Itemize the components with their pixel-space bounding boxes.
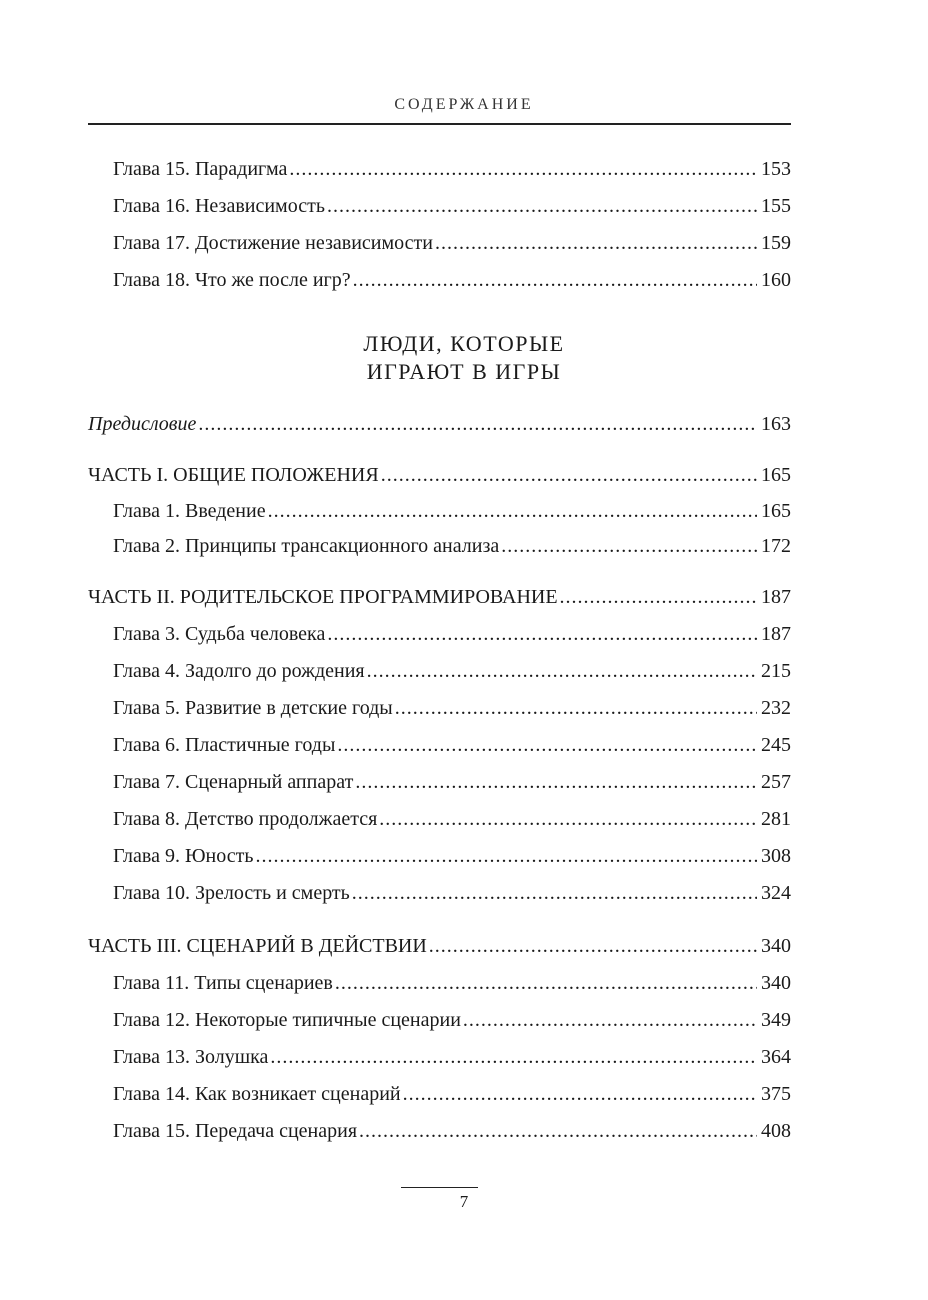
toc-entry-title: Глава 18. Что же после игр?: [113, 269, 351, 291]
toc-entry[interactable]: [113, 621, 791, 647]
book-title-line-2: ИГРАЮТ В ИГРЫ: [366, 359, 562, 384]
toc-entry[interactable]: [113, 806, 791, 832]
dot-leader: [429, 933, 757, 959]
toc-entry[interactable]: [113, 156, 791, 182]
toc-entry-title: Глава 13. Золушка: [113, 1046, 269, 1068]
toc-entry-page: 153: [761, 158, 791, 180]
toc-entry[interactable]: [113, 533, 791, 559]
toc-entry[interactable]: [113, 193, 791, 219]
dot-leader: [395, 695, 757, 721]
dot-leader: [268, 498, 757, 524]
toc-part[interactable]: [88, 462, 791, 488]
toc-entry-page: 257: [761, 771, 791, 793]
toc-entry[interactable]: [113, 1118, 791, 1144]
toc-entry[interactable]: [113, 230, 791, 256]
toc-entry-page: 165: [761, 500, 791, 522]
toc-entry-page: 155: [761, 195, 791, 217]
toc-entry[interactable]: [113, 769, 791, 795]
toc-entry-page: 163: [761, 413, 791, 435]
toc-entry-page: 187: [761, 586, 791, 608]
dot-leader: [289, 156, 757, 182]
toc-entry[interactable]: [113, 267, 791, 293]
toc-entry-title: Глава 8. Детство продолжается: [113, 808, 378, 830]
toc-entry-title: Глава 12. Некоторые типичные сценарии: [113, 1009, 461, 1031]
toc-part-title: ЧАСТЬ I. ОБЩИЕ ПОЛОЖЕНИЯ: [88, 464, 379, 486]
book-title-line-1: ЛЮДИ, КОТОРЫЕ: [363, 331, 565, 356]
dot-leader: [327, 621, 757, 647]
dot-leader: [355, 769, 757, 795]
toc-entry-page: 408: [761, 1120, 791, 1142]
toc-entry-page: 165: [761, 464, 791, 486]
dot-leader: [379, 806, 757, 832]
toc-entry-page: 215: [761, 660, 791, 682]
dot-leader: [198, 411, 757, 437]
toc-entry[interactable]: [113, 1081, 791, 1107]
toc-entry-title: Глава 17. Достижение независимости: [113, 232, 433, 254]
dot-leader: [560, 584, 757, 610]
toc-entry-title: Глава 15. Передача сценария: [113, 1120, 358, 1142]
toc-entry-page: 308: [761, 845, 791, 867]
dot-leader: [255, 843, 757, 869]
running-head: СОДЕРЖАНИЕ: [394, 96, 534, 113]
dot-leader: [435, 230, 757, 256]
dot-leader: [359, 1118, 757, 1144]
dot-leader: [327, 193, 757, 219]
toc-entry[interactable]: [113, 1007, 791, 1033]
header-divider: [88, 123, 791, 125]
toc-part[interactable]: [88, 584, 791, 610]
toc-entry-title: Глава 7. Сценарный аппарат: [113, 771, 354, 793]
dot-leader: [353, 267, 757, 293]
toc-entry-title: Глава 2. Принципы трансакционного анализа: [113, 535, 500, 557]
toc-entry-page: 375: [761, 1083, 791, 1105]
toc-entry-page: 172: [761, 535, 791, 557]
dot-leader: [337, 732, 757, 758]
toc-entry-title: Глава 16. Независимость: [113, 195, 325, 217]
toc-entry[interactable]: [113, 658, 791, 684]
toc-entry-page: 340: [761, 972, 791, 994]
toc-entry[interactable]: [113, 970, 791, 996]
toc-entry-title: Предисловие: [88, 413, 197, 435]
toc-entry-page: 340: [761, 935, 791, 957]
dot-leader: [463, 1007, 757, 1033]
toc-entry[interactable]: [113, 498, 791, 524]
toc-entry[interactable]: [113, 695, 791, 721]
toc-entry-title: Глава 15. Парадигма: [113, 158, 288, 180]
toc-entry-page: 364: [761, 1046, 791, 1068]
dot-leader: [403, 1081, 757, 1107]
toc-entry[interactable]: [113, 1044, 791, 1070]
toc-entry[interactable]: [113, 732, 791, 758]
toc-entry-page: 232: [761, 697, 791, 719]
dot-leader: [367, 658, 757, 684]
toc-entry-title: Глава 5. Развитие в детские годы: [113, 697, 393, 719]
toc-entry-title: Глава 6. Пластичные годы: [113, 734, 336, 756]
footer-divider: [401, 1187, 478, 1188]
toc-entry-page: 324: [761, 882, 791, 904]
toc-entry[interactable]: [113, 880, 791, 906]
toc-part-title: ЧАСТЬ III. СЦЕНАРИЙ В ДЕЙСТВИИ: [88, 935, 427, 957]
toc-part[interactable]: [88, 933, 791, 959]
toc-entry-page: 245: [761, 734, 791, 756]
page-number: 7: [459, 1192, 469, 1211]
toc-entry-title: Глава 4. Задолго до рождения: [113, 660, 365, 682]
dot-leader: [335, 970, 757, 996]
toc-entry-title: Глава 1. Введение: [113, 500, 266, 522]
dot-leader: [352, 880, 757, 906]
dot-leader: [501, 533, 757, 559]
toc-entry[interactable]: [113, 843, 791, 869]
toc-entry-page: 187: [761, 623, 791, 645]
toc-part-title: ЧАСТЬ II. РОДИТЕЛЬСКОЕ ПРОГРАММИРОВАНИЕ: [88, 586, 558, 608]
toc-entry-page: 159: [761, 232, 791, 254]
toc-entry-title: Глава 14. Как возникает сценарий: [113, 1083, 401, 1105]
toc-entry-title: Глава 11. Типы сценариев: [113, 972, 333, 994]
dot-leader: [270, 1044, 757, 1070]
toc-entry-page: 281: [761, 808, 791, 830]
toc-preface[interactable]: [88, 411, 791, 437]
toc-entry-title: Глава 3. Судьба человека: [113, 623, 326, 645]
dot-leader: [381, 462, 757, 488]
toc-entry-title: Глава 10. Зрелость и смерть: [113, 882, 350, 904]
toc-entry-page: 349: [761, 1009, 791, 1031]
toc-entry-title: Глава 9. Юность: [113, 845, 254, 867]
toc-entry-page: 160: [761, 269, 791, 291]
